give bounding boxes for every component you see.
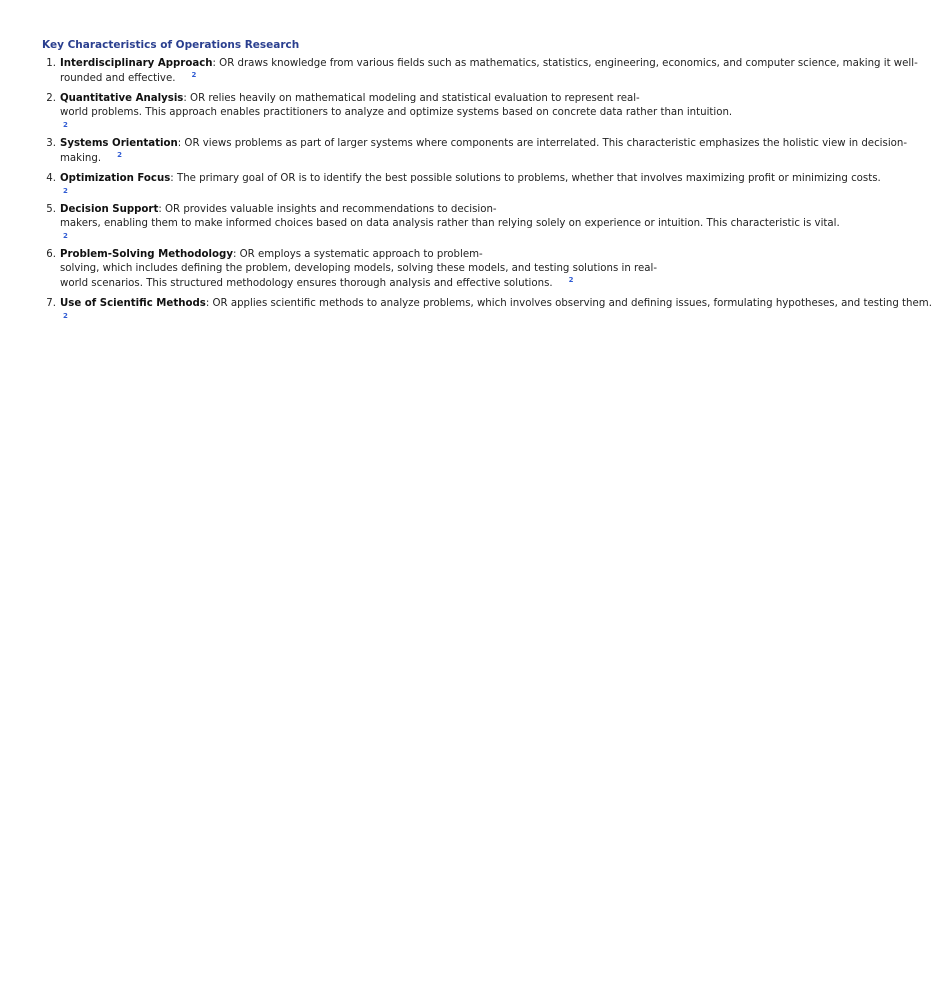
citation-link[interactable]: 2 <box>117 151 122 159</box>
citation-link[interactable]: 2 <box>63 121 68 129</box>
item-term: Decision Support <box>60 204 159 215</box>
item-term: Use of Scientific Methods <box>60 298 206 309</box>
item-text: world scenarios. This structured methodology ensures thorough analysis and effective solutions. <box>60 278 553 289</box>
item-text: world problems. This approach enables practitioners to analyze and optimize systems based on concrete data rather than intuition. <box>60 107 733 118</box>
list-item <box>42 137 908 166</box>
item-text: solving, which includes defining the problem, developing models, solving these models, and testing solutions in real- <box>60 263 658 274</box>
characteristics-list <box>42 57 932 322</box>
item-text: : OR applies scientific methods to analyze problems, which involves observing and defining issues, formulating hypotheses, and testing them. <box>205 298 932 309</box>
section-heading: Key Characteristics of Operations Research <box>42 39 300 51</box>
item-number: 7. <box>46 298 56 309</box>
item-text: : OR provides valuable insights and recommendations to decision- <box>158 204 497 215</box>
citation-link[interactable]: 2 <box>568 276 574 284</box>
item-term: Systems Orientation <box>60 138 178 149</box>
item-number: 1. <box>46 58 56 69</box>
item-number: 3. <box>46 138 56 149</box>
item-text: : OR relies heavily on mathematical modeling and statistical evaluation to represent real- <box>183 93 640 104</box>
item-text: makers, enabling them to make informed choices based on data analysis rather than relying solely on experience or intuition. This characteristic is vital. <box>60 218 840 229</box>
item-text: : OR draws knowledge from various fields such as mathematics, statistics, engineering, economics, and computer science, making it well- <box>212 58 918 69</box>
citation-link[interactable]: 2 <box>63 232 68 240</box>
item-number: 2. <box>46 93 56 104</box>
item-line <box>60 106 768 120</box>
item-line <box>60 71 768 86</box>
item-line <box>60 137 908 151</box>
citation-link[interactable]: 2 <box>191 71 197 79</box>
citation-link[interactable]: 2 <box>63 312 68 320</box>
item-term: Problem-Solving Methodology <box>60 249 233 260</box>
item-line <box>60 217 840 231</box>
item-term: Quantitative Analysis <box>60 93 184 104</box>
item-line <box>60 92 768 106</box>
item-text: : The primary goal of OR is to identify the best possible solutions to problems, whether that involves maximizing profit or minimizing costs. <box>170 173 881 184</box>
item-line <box>60 151 768 166</box>
list-item <box>42 203 840 242</box>
citation-line <box>60 186 768 197</box>
citation-line <box>60 311 768 322</box>
item-number: 5. <box>46 204 56 215</box>
list-item <box>42 248 768 291</box>
document-body <box>42 38 932 328</box>
citation-link[interactable]: 2 <box>63 187 68 195</box>
item-line <box>60 276 768 291</box>
list-item <box>42 297 932 322</box>
item-line <box>60 297 932 311</box>
item-number: 6. <box>46 249 56 260</box>
item-text: making. <box>60 153 102 164</box>
item-line <box>60 203 768 217</box>
list-item <box>42 57 918 86</box>
citation-line <box>60 231 768 242</box>
citation-line <box>60 120 768 131</box>
item-line <box>60 172 881 186</box>
list-item <box>42 92 768 131</box>
item-line <box>60 262 768 276</box>
item-text: : OR employs a systematic approach to problem- <box>232 249 483 260</box>
item-line <box>60 57 918 71</box>
list-item <box>42 172 881 197</box>
item-number: 4. <box>46 173 56 184</box>
item-line <box>60 248 768 262</box>
item-text: : OR views problems as part of larger systems where components are interrelated. This characteristic emphasizes the holistic view in decision- <box>177 138 908 149</box>
item-term: Optimization Focus <box>60 173 171 184</box>
item-term: Interdisciplinary Approach <box>60 58 213 69</box>
item-text: rounded and effective. <box>60 73 176 84</box>
